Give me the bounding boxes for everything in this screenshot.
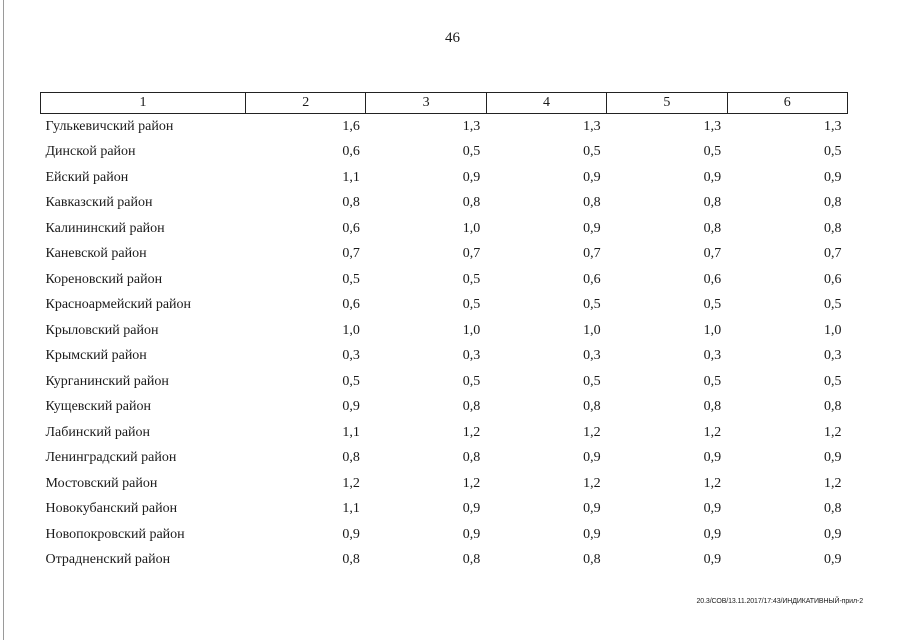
table-row bbox=[41, 497, 848, 523]
value-cell: 0,9 bbox=[462, 501, 481, 517]
value-cell: 0,3 bbox=[823, 348, 842, 364]
value-cell: 0,6 bbox=[703, 271, 722, 287]
value-cell: 0,9 bbox=[342, 526, 360, 542]
value-cell: 1,2 bbox=[823, 424, 842, 440]
value-cell: 1,2 bbox=[823, 475, 842, 491]
value-cell: 0,8 bbox=[703, 195, 722, 211]
value-cell: 0,8 bbox=[342, 552, 360, 568]
value-cell: 0,9 bbox=[703, 552, 722, 568]
value-cell: 1,1 bbox=[342, 424, 360, 440]
value-cell: 1,2 bbox=[462, 475, 481, 491]
value-cell: 1,2 bbox=[583, 475, 601, 491]
value-cell: 0,7 bbox=[703, 246, 722, 262]
table-body bbox=[41, 114, 848, 574]
value-cell: 1,2 bbox=[703, 475, 722, 491]
value-cell: 0,8 bbox=[703, 399, 722, 415]
value-cell: 0,6 bbox=[823, 271, 842, 287]
value-cell: 0,9 bbox=[583, 526, 601, 542]
value-cell: 0,5 bbox=[583, 144, 601, 160]
value-cell: 0,8 bbox=[823, 195, 842, 211]
value-cell: 0,5 bbox=[583, 297, 601, 313]
district-name-cell: Каневской район bbox=[45, 246, 147, 262]
district-name-cell: Крымский район bbox=[45, 348, 147, 364]
value-cell: 0,9 bbox=[703, 526, 722, 542]
value-cell: 0,5 bbox=[342, 373, 360, 389]
value-cell: 0,3 bbox=[703, 348, 722, 364]
value-cell: 0,9 bbox=[583, 169, 601, 185]
district-name-cell: Кавказский район bbox=[45, 195, 153, 211]
value-cell: 0,5 bbox=[703, 144, 722, 160]
table-row bbox=[41, 165, 848, 191]
value-cell: 0,8 bbox=[342, 450, 360, 466]
table-row bbox=[41, 318, 848, 344]
column-header: 3 bbox=[366, 93, 486, 114]
district-name-cell: Крыловский район bbox=[45, 322, 159, 338]
value-cell: 1,3 bbox=[703, 118, 722, 134]
value-cell: 0,9 bbox=[703, 501, 722, 517]
page-edge-line bbox=[3, 0, 4, 640]
value-cell: 0,3 bbox=[342, 348, 360, 364]
table-row bbox=[41, 471, 848, 497]
district-name-cell: Красноармейский район bbox=[45, 297, 192, 313]
value-cell: 0,3 bbox=[462, 348, 481, 364]
indicator-table bbox=[40, 92, 848, 573]
value-cell: 0,7 bbox=[462, 246, 481, 262]
value-cell: 1,2 bbox=[703, 424, 722, 440]
value-cell: 0,9 bbox=[823, 450, 842, 466]
district-name-cell: Ленинградский район bbox=[45, 450, 177, 466]
column-header: 5 bbox=[607, 93, 727, 114]
value-cell: 0,5 bbox=[583, 373, 601, 389]
value-cell: 1,2 bbox=[342, 475, 360, 491]
value-cell: 0,9 bbox=[462, 169, 481, 185]
value-cell: 0,8 bbox=[342, 195, 360, 211]
value-cell: 1,1 bbox=[342, 169, 360, 185]
value-cell: 0,6 bbox=[342, 220, 360, 236]
value-cell: 0,9 bbox=[462, 526, 481, 542]
value-cell: 0,8 bbox=[583, 552, 601, 568]
value-cell: 1,2 bbox=[462, 424, 481, 440]
table-header-row bbox=[41, 93, 848, 114]
value-cell: 1,3 bbox=[823, 118, 842, 134]
value-cell: 0,8 bbox=[823, 501, 842, 517]
district-name-cell: Мостовский район bbox=[45, 475, 158, 491]
value-cell: 0,9 bbox=[583, 501, 601, 517]
document-footer-code: 20.3/СОВ/13.11.2017/17:43/ИНДИКАТИВНЫЙ-прил-2 bbox=[696, 598, 863, 605]
district-name-cell: Динской район bbox=[45, 144, 136, 160]
value-cell: 0,7 bbox=[342, 246, 360, 262]
value-cell: 0,9 bbox=[583, 450, 601, 466]
table-row bbox=[41, 114, 848, 140]
value-cell: 1,0 bbox=[583, 322, 601, 338]
value-cell: 0,9 bbox=[703, 169, 722, 185]
district-name-cell: Гулькевичский район bbox=[45, 118, 174, 134]
value-cell: 0,8 bbox=[462, 450, 481, 466]
value-cell: 0,8 bbox=[583, 195, 601, 211]
page-number: 46 bbox=[445, 30, 460, 46]
value-cell: 0,5 bbox=[462, 271, 481, 287]
value-cell: 1,3 bbox=[462, 118, 481, 134]
column-header: 6 bbox=[727, 93, 847, 114]
table-row bbox=[41, 369, 848, 395]
value-cell: 0,5 bbox=[462, 144, 481, 160]
value-cell: 0,7 bbox=[583, 246, 601, 262]
value-cell: 0,8 bbox=[462, 195, 481, 211]
value-cell: 1,3 bbox=[583, 118, 601, 134]
district-name-cell: Новокубанский район bbox=[45, 501, 178, 517]
value-cell: 1,0 bbox=[342, 322, 360, 338]
value-cell: 1,2 bbox=[583, 424, 601, 440]
district-name-cell: Новопокровский район bbox=[45, 526, 185, 542]
value-cell: 0,8 bbox=[703, 220, 722, 236]
value-cell: 0,5 bbox=[823, 373, 842, 389]
value-cell: 0,7 bbox=[823, 246, 842, 262]
value-cell: 0,6 bbox=[342, 144, 360, 160]
value-cell: 1,0 bbox=[462, 220, 481, 236]
value-cell: 0,9 bbox=[823, 169, 842, 185]
value-cell: 1,0 bbox=[462, 322, 481, 338]
column-header: 2 bbox=[246, 93, 366, 114]
value-cell: 0,5 bbox=[703, 297, 722, 313]
table-row bbox=[41, 522, 848, 548]
value-cell: 0,5 bbox=[462, 297, 481, 313]
table-row bbox=[41, 191, 848, 217]
value-cell: 0,8 bbox=[583, 399, 601, 415]
table-row bbox=[41, 216, 848, 242]
table-row bbox=[41, 140, 848, 166]
district-name-cell: Курганинский район bbox=[45, 373, 169, 389]
value-cell: 0,5 bbox=[703, 373, 722, 389]
value-cell: 0,8 bbox=[823, 220, 842, 236]
value-cell: 0,8 bbox=[462, 552, 481, 568]
table-row bbox=[41, 548, 848, 574]
value-cell: 1,1 bbox=[342, 501, 360, 517]
district-name-cell: Лабинский район bbox=[45, 424, 151, 440]
value-cell: 0,5 bbox=[342, 271, 360, 287]
district-name-cell: Кореновский район bbox=[45, 271, 163, 287]
value-cell: 1,6 bbox=[342, 118, 360, 134]
value-cell: 0,5 bbox=[462, 373, 481, 389]
column-header: 1 bbox=[41, 93, 246, 114]
table-row bbox=[41, 446, 848, 472]
column-header: 4 bbox=[486, 93, 606, 114]
value-cell: 0,6 bbox=[342, 297, 360, 313]
value-cell: 0,9 bbox=[342, 399, 360, 415]
value-cell: 1,0 bbox=[703, 322, 722, 338]
district-name-cell: Кущевский район bbox=[45, 399, 152, 415]
table-row bbox=[41, 395, 848, 421]
value-cell: 0,9 bbox=[823, 526, 842, 542]
value-cell: 0,5 bbox=[823, 144, 842, 160]
value-cell: 0,9 bbox=[703, 450, 722, 466]
value-cell: 0,9 bbox=[823, 552, 842, 568]
table-row bbox=[41, 242, 848, 268]
value-cell: 0,3 bbox=[583, 348, 601, 364]
table-row bbox=[41, 420, 848, 446]
value-cell: 0,9 bbox=[583, 220, 601, 236]
district-name-cell: Ейский район bbox=[45, 169, 129, 185]
district-name-cell: Калининский район bbox=[45, 220, 165, 236]
value-cell: 0,5 bbox=[823, 297, 842, 313]
value-cell: 0,8 bbox=[462, 399, 481, 415]
table-row bbox=[41, 344, 848, 370]
value-cell: 1,0 bbox=[823, 322, 842, 338]
table-row bbox=[41, 267, 848, 293]
value-cell: 0,6 bbox=[583, 271, 601, 287]
district-name-cell: Отрадненский район bbox=[45, 552, 171, 568]
value-cell: 0,8 bbox=[823, 399, 842, 415]
table-row bbox=[41, 293, 848, 319]
